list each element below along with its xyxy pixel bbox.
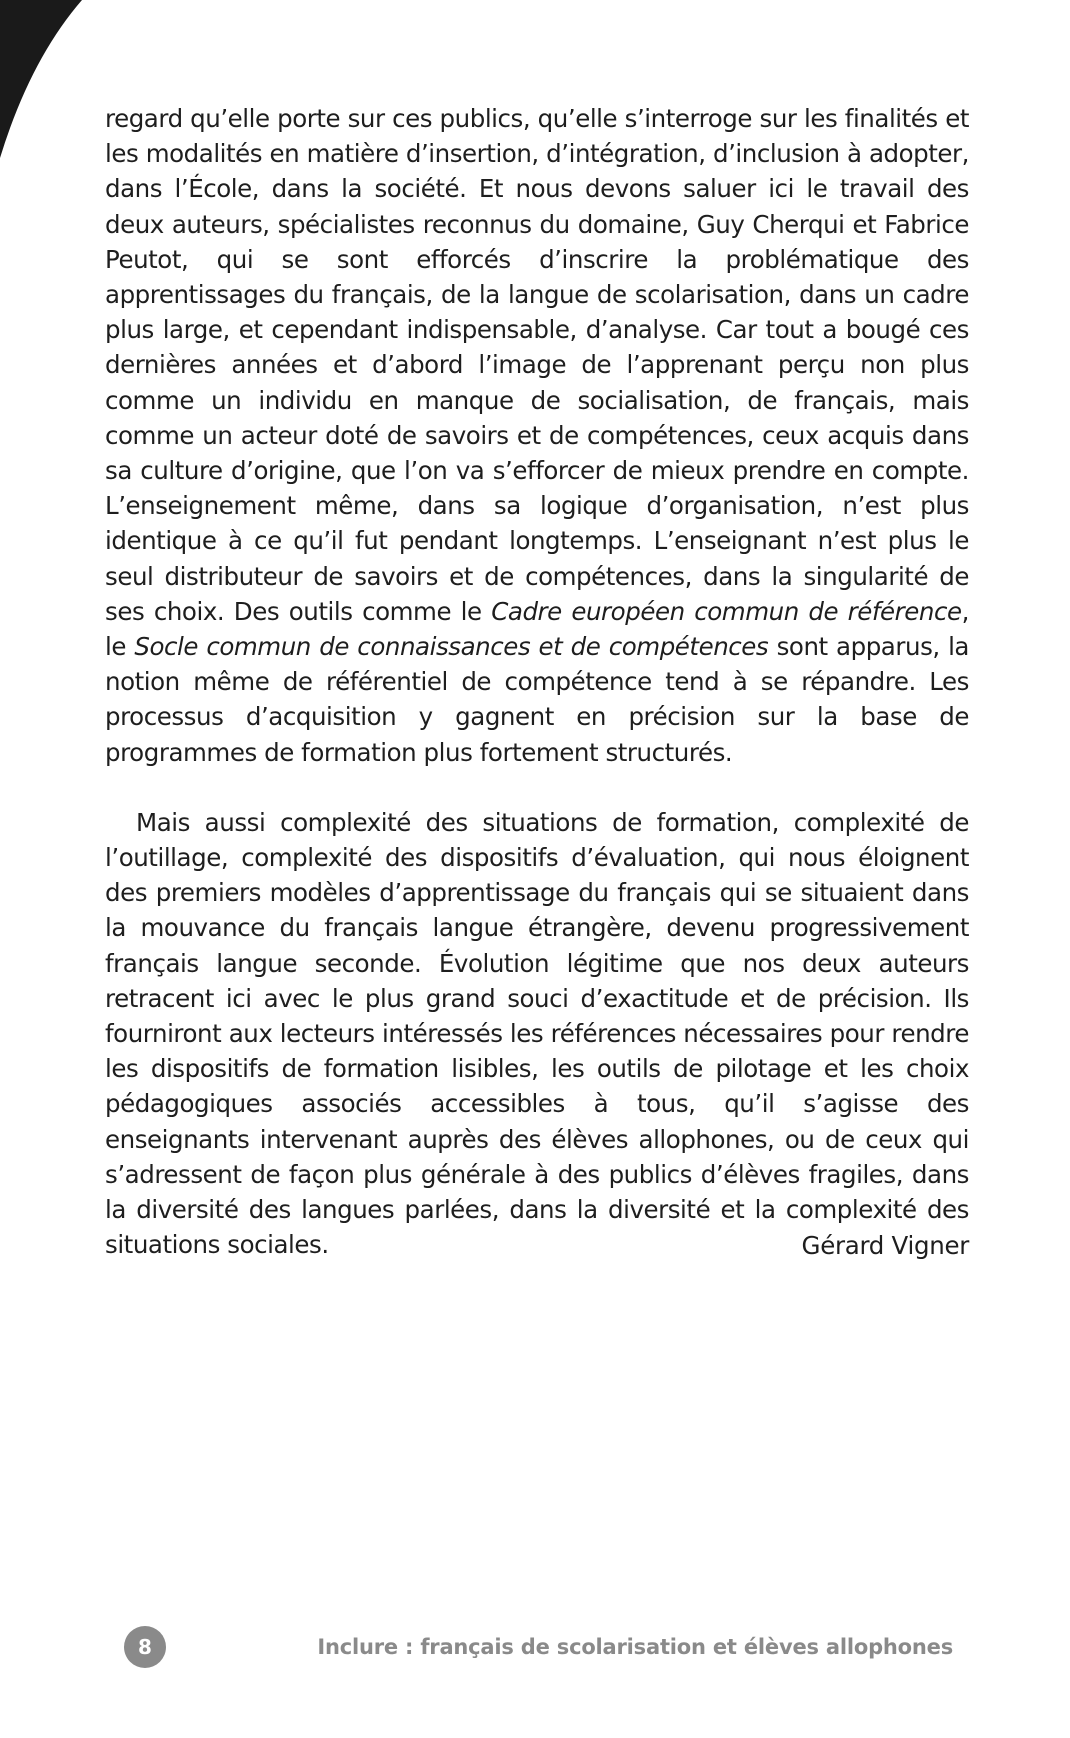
author-signature: Gérard Vigner [801, 1231, 969, 1260]
body-text [105, 101, 969, 1263]
p2-text-1: Mais aussi complexité des situations de formation, complexité de l’outillage, complexité des dispositifs d’évaluation, qui nous éloignent des premiers modèles d’apprentissage du français qui se situaient dans la mouvance du français langue étrangère, devenu progressivement français langue seconde. Évolution légitime que nos deux auteurs retracent ici avec le plus grand souci d’exactitude et de précision. Ils fourniront aux lecteurs intéressés les références nécessaires pour rendre les dispositifs de formation lisibles, les outils de pilotage et les choix pédagogiques associés accessibles à tous, qu’il s’agisse des enseignants intervenant auprès des élèves allophones, ou de ceux qui s’adressent de façon plus générale à des publics d’élèves fragiles, dans la diversité des langues parlées, dans la diversité et la complexité des situations sociales. [105, 807, 969, 1260]
p1-text-2: , le [105, 596, 969, 662]
page-number-badge: 8 [124, 1626, 166, 1668]
p1-italic-socle-commun: Socle commun de connaissances et de compétences [134, 632, 769, 662]
corner-decoration [0, 0, 100, 160]
paragraph-1 [105, 101, 969, 770]
paragraph-2 [105, 805, 969, 1263]
p1-text-1: regard qu’elle porte sur ces publics, qu’elle s’interroge sur les finalités et les modalités en matière d’insertion, d’intégration, d’inclusion à adopter, dans l’École, dans la société. Et nous devons saluer ici le travail des deux auteurs, spécialistes reconnus du domaine, Guy Cherqui et Fabrice Peutot, qui se sont efforcés d’inscrire la problématique des apprentissages du français, de la langue de scolarisation, dans un cadre plus large, et cependant indispensable, d’analyse. Car tout a bougé ces dernières années et d’abord l’image de l’apprenant perçu non plus comme un individu en manque de socialisation, de français, mais comme un acteur doté de savoirs et de compétences, ceux acquis dans sa culture d’origine, que l’on va s’efforcer de mieux prendre en compte. L’enseignement même, dans sa logique d’organisation, n’est plus identique à ce qu’il fut pendant longtemps. L’enseignant n’est plus le seul distributeur de savoirs et de compétences, dans la singularité de ses choix. Des outils comme le [105, 104, 969, 626]
p1-italic-cadre-europeen: Cadre européen commun de référence [491, 596, 962, 626]
running-title: Inclure : français de scolarisation et élèves allophones [317, 1635, 953, 1659]
p1-text-3: sont apparus, la notion même de référentiel de compétence tend à se répandre. Les processus d’acquisition y gagnent en précision sur la base de programmes de formation plus fortement structurés. [105, 632, 969, 767]
page-footer [0, 1626, 1070, 1670]
